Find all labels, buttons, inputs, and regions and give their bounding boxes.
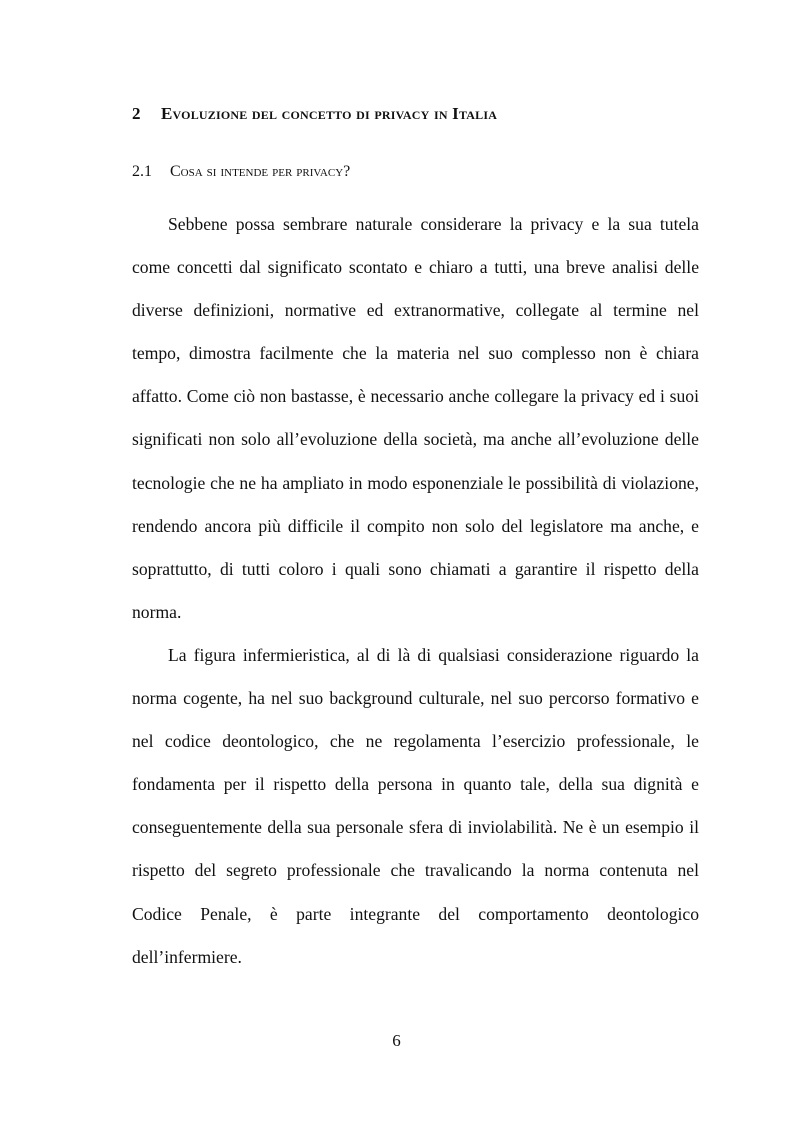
paragraph: La figura infermieristica, al di là di qualsiasi considerazione riguardo la norma cogente, ha nel suo background culturale, nel suo percorso formativo e nel codice deontologico, che ne regolamenta l’esercizio professionale, le fondamenta per il rispetto della persona in quanto tale, della sua dignità e conseguentemente della sua personale sfera di inviolabilità. Ne è un esempio il rispetto del segreto professionale che travalicando la norma contenuta nel Codice Penale, è parte integrante del comportamento deontologico dell’infermiere. (132, 644, 699, 967)
body-text (132, 203, 699, 979)
paragraph: Sebbene possa sembrare naturale considerare la privacy e la sua tutela come concetti dal significato scontato e chiaro a tutti, una breve analisi delle diverse definizioni, normative ed extranormative, collegate al termine nel tempo, dimostra facilmente che la materia nel suo complesso non è chiara affatto. Come ciò non bastasse, è necessario anche collegare la privacy ed i suoi significati non solo all’evoluzione della società, ma anche all’evoluzione delle tecnologie che ne ha ampliato in modo esponenziale le possibilità di violazione, rendendo ancora più difficile il compito non solo del legislatore ma anche, e soprattutto, di tutti coloro i quali sono chiamati a garantire il rispetto della norma. (132, 214, 699, 622)
section-number: 2.1 (132, 163, 152, 180)
chapter-title: Evoluzione del concetto di privacy in Italia (161, 104, 498, 123)
chapter-number: 2 (132, 104, 141, 123)
section-title: Cosa si intende per privacy? (170, 163, 351, 180)
section-heading (132, 163, 350, 181)
page-number: 6 (392, 1031, 401, 1050)
chapter-heading (132, 104, 497, 124)
